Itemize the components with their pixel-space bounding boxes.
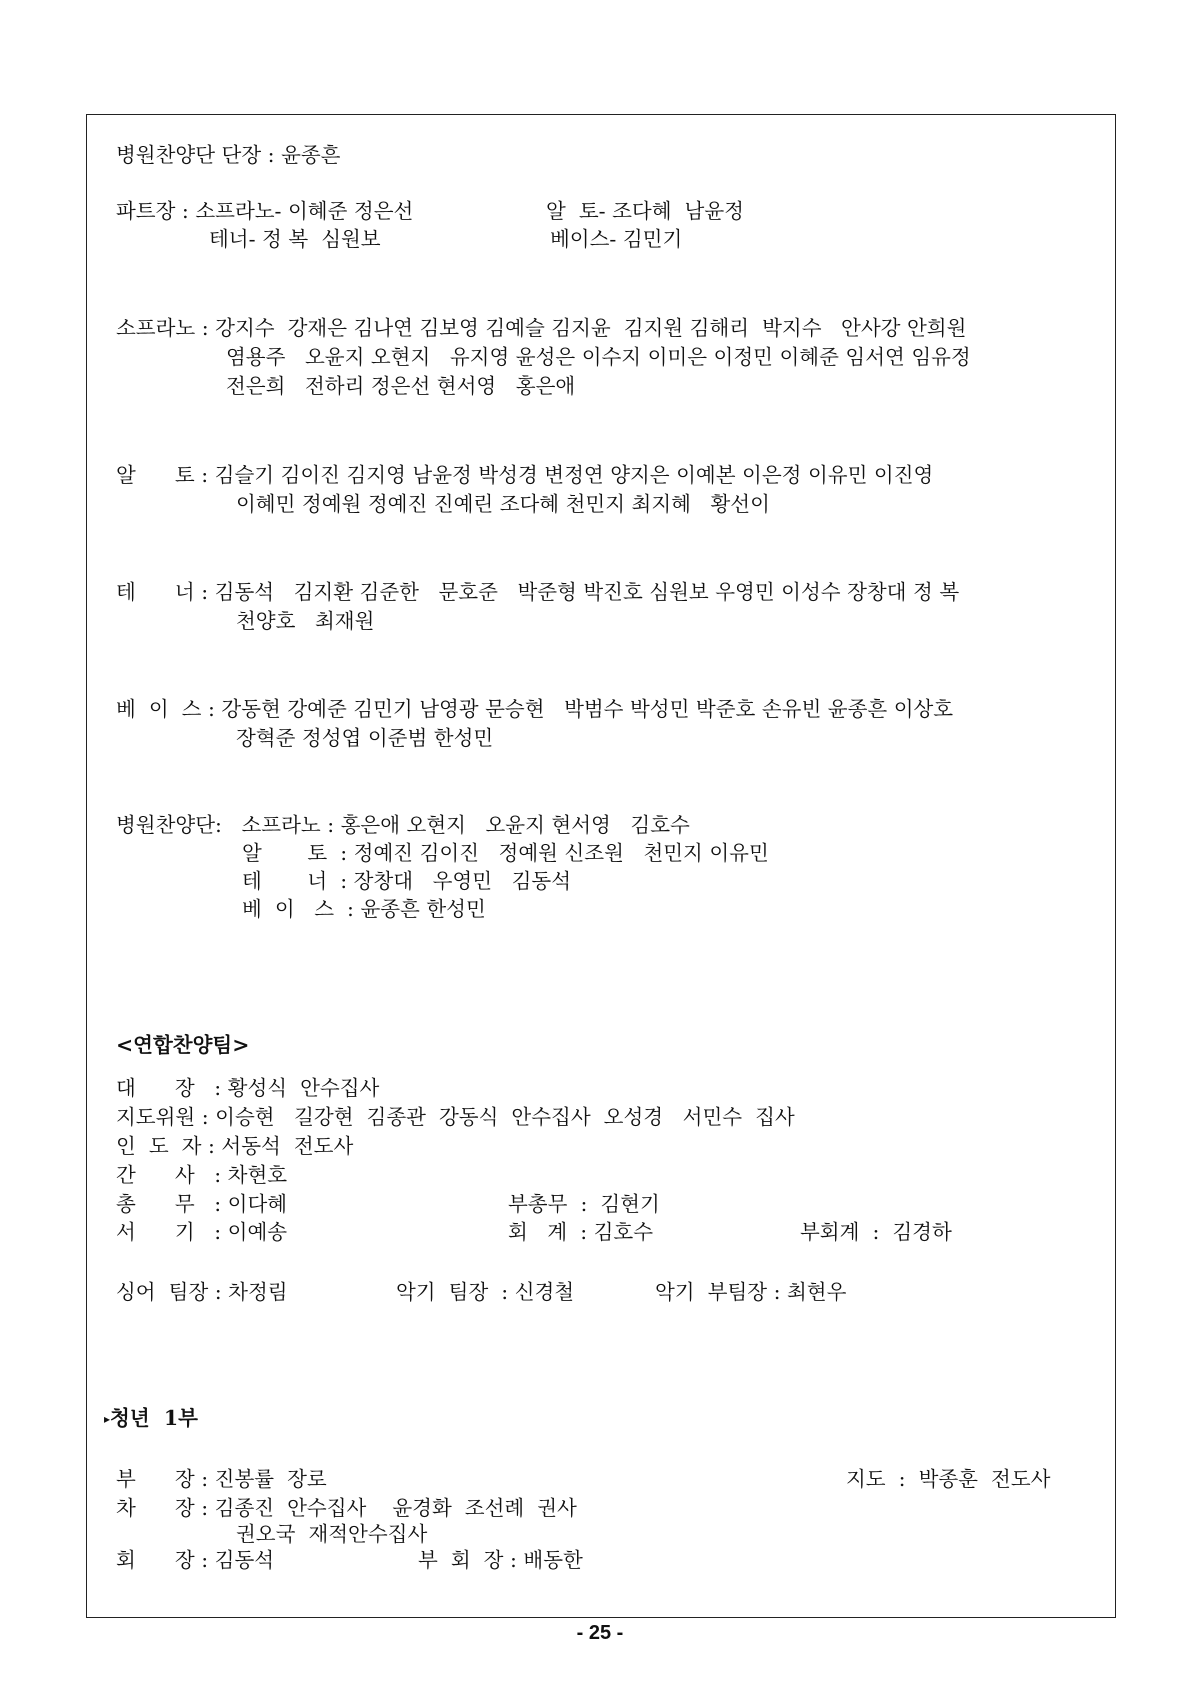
part-leaders-bass: 베이스- 김민기 <box>550 227 683 251</box>
youth-head: 부 장 : 진봉률 장로 <box>116 1467 327 1491</box>
part-leaders-line2: 테너- 정 복 심원보 <box>209 227 381 251</box>
union-vice-general: 부총무 : 김현기 <box>508 1192 660 1216</box>
bass-line: 장혁준 정성엽 이준범 한성민 <box>236 726 494 750</box>
soprano-line: 전은희 전하리 정은선 현서영 홍은애 <box>226 374 576 398</box>
union-advisors: 지도위원 : 이승현 길강현 김종관 강동식 안수집사 오성경 서민수 집사 <box>116 1105 795 1129</box>
youth-advisor: 지도 : 박종훈 전도사 <box>846 1467 1051 1491</box>
union-clerk: 서 기 : 이예송 <box>116 1220 288 1244</box>
youth-deputies: 차 장 : 김종진 안수집사 윤경화 조선례 권사 <box>116 1496 577 1520</box>
hospital-choir-line: 병원찬양단: 소프라노 : 홍은애 오현지 오윤지 현서영 김호수 <box>116 813 690 837</box>
hospital-choir-line: 베 이 스 : 윤종흔 한성민 <box>242 897 486 921</box>
hospital-choir-line: 알 토 : 정예진 김이진 정예원 신조원 천민지 이유민 <box>242 841 769 865</box>
union-team-heading: <연합찬양팀> <box>116 1033 250 1057</box>
youth-deputies-2: 권오국 재적안수집사 <box>236 1522 428 1546</box>
union-captain: 대 장 : 황성식 안수집사 <box>116 1076 380 1100</box>
union-instrument-vice: 악기 부팀장 : 최현우 <box>655 1280 847 1304</box>
choir-leader: 병원찬양단 단장 : 윤종흔 <box>116 143 341 167</box>
union-vice-treasurer: 부회계 : 김경하 <box>800 1220 952 1244</box>
union-instrument-lead: 악기 팀장 : 신경철 <box>396 1280 575 1304</box>
part-leaders-line1: 파트장 : 소프라노- 이혜준 정은선 <box>116 199 414 223</box>
bullet-arrow-icon: ▸ <box>104 1412 111 1426</box>
page-number: - 25 - <box>576 1622 624 1644</box>
part-leaders-alto: 알 토- 조다혜 남윤정 <box>546 199 744 223</box>
youth-vice-president: 부 회 장 : 배동한 <box>418 1548 583 1572</box>
hospital-choir-line: 테 너 : 장창대 우영민 김동석 <box>242 869 572 893</box>
union-treasurer: 회 계 : 김호수 <box>508 1220 654 1244</box>
tenor-line: 테 너 : 김동석 김지환 김준한 문호준 박준형 박진호 심원보 우영민 이성수 장창대 정 복 <box>116 580 960 604</box>
union-general: 총 무 : 이다혜 <box>116 1192 288 1216</box>
alto-line: 이혜민 정예원 정예진 진예린 조다혜 천민지 최지혜 황선이 <box>236 492 770 516</box>
bass-line: 베 이 스 : 강동현 강예준 김민기 남영광 문승현 박범수 박성민 박준호 손유빈 윤종흔 이상호 <box>116 697 954 721</box>
youth-heading-text: 청년 1부 <box>110 1406 198 1430</box>
alto-line: 알 토 : 김슬기 김이진 김지영 남윤정 박성경 변정연 양지은 이예본 이은정 이유민 이진영 <box>116 463 934 487</box>
union-singer-lead: 싱어 팀장 : 차정림 <box>116 1280 288 1304</box>
union-guide: 인 도 자 : 서동석 전도사 <box>116 1134 354 1158</box>
soprano-line: 소프라노 : 강지수 강재은 김나연 김보영 김예슬 김지윤 김지원 김해리 박지수 안사강 안희원 <box>116 316 967 340</box>
union-secretary: 간 사 : 차현호 <box>116 1163 288 1187</box>
tenor-line: 천양호 최재원 <box>236 609 375 633</box>
soprano-line: 염용주 오윤지 오현지 유지영 윤성은 이수지 이미은 이정민 이혜준 임서연 임유정 <box>226 345 971 369</box>
youth-heading <box>104 1405 198 1432</box>
youth-president: 회 장 : 김동석 <box>116 1548 275 1572</box>
